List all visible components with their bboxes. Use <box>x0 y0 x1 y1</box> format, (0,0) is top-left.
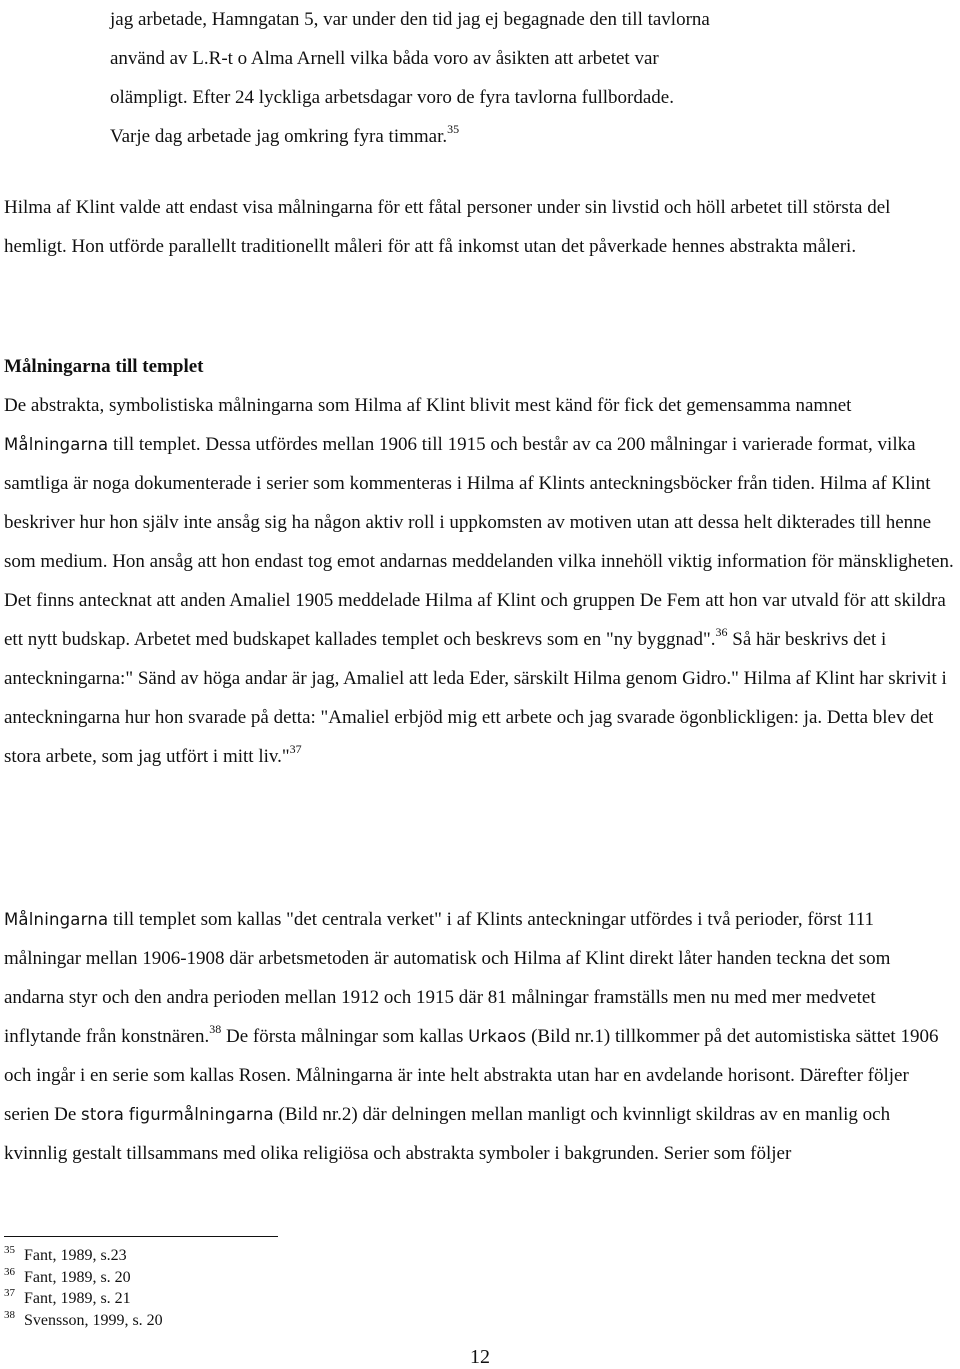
footnote-ref: 35 <box>447 122 460 136</box>
footnote-ref: 36 <box>715 625 728 639</box>
paragraph <box>4 386 954 776</box>
footnote-text: Fant, 1989, s. 20 <box>24 1268 131 1286</box>
footnote-ref: 38 <box>209 1022 222 1036</box>
paragraph <box>4 900 954 1173</box>
footnote-text: Fant, 1989, s. 21 <box>24 1290 131 1307</box>
footnote: $^{36}$ Fant, 1989, s. 20 <box>4 1265 131 1286</box>
footnote: $^{37}$ Fant, 1989, s. 21 <box>4 1287 131 1307</box>
footnote-text: Fant, 1989, s.23 <box>24 1247 127 1264</box>
footnote: $^{38}$ Svensson, 1999, s. 20 <box>4 1308 163 1329</box>
footnotes <box>4 1245 404 1331</box>
quote-line <box>110 117 830 156</box>
footnote-ref: 37 <box>289 742 302 756</box>
page-number: 12 <box>470 1346 490 1368</box>
work-title: Målningarna <box>4 910 109 929</box>
footnote-text: Svensson, 1999, s. 20 <box>24 1311 163 1329</box>
work-title: Målningarna <box>4 435 109 454</box>
quote-line: använd av L.R-t o Alma Arnell vilka båda voro av åsikten att arbetet var <box>110 48 659 69</box>
paragraph-text: (Bild nr.1) tillkommer på det automistiska sättet 1906 och ingår i en serie som kallas Rosen. Målningarna är inte helt abstrakta utan har en avdelande horisont. Därefter följer serien De <box>4 1026 939 1125</box>
work-title: Urkaos <box>468 1027 527 1046</box>
paragraph-text: till templet. Dessa utfördes mellan 1906 till 1915 och består av ca 200 målningar i varierade format, vilka samtliga är noga dokumenterade i serier som kommenteras i Hilma af Klints anteckningsböcker från tiden. Hilma af Klint beskriver hur hon själv inte ansåg sig ha någon aktiv roll i uppkomsten av motiven utan att dessa helt dikterades till henne som medium. Hon ansåg att hon endast tog emot andarnas meddelanden vilka innehöll viktig information för mänskligheten. Det finns antecknat att anden Amaliel 1905 meddelade Hilma af Klint och gruppen De Fem att hon var utvald för att skildra ett nytt budskap. Arbetet med budskapet kallades templet och beskrevs som en "ny byggnad". <box>4 434 954 650</box>
block-quote <box>110 0 830 156</box>
paragraph-text: De abstrakta, symbolistiska målningarna som Hilma af Klint blivit mest känd för fick det gemensamma namnet <box>4 395 852 416</box>
section-heading: Målningarna till templet <box>4 356 204 377</box>
paragraph: Hilma af Klint valde att endast visa målningarna för ett fåtal personer under sin livstid och höll arbetet till största del hemligt. Hon utförde parallellt traditionellt måleri för att få inkomst utan det påverkade hennes abstrakta måleri. <box>4 197 891 257</box>
work-title: figurmålningarna <box>128 1105 274 1124</box>
quote-text: Varje dag arbetade jag omkring fyra timmar. <box>110 126 448 147</box>
paragraph-text: Så här beskrivs det i anteckningarna:" Sänd av höga andar är jag, Amaliel att leda Eder, särskilt Hilma genom Gidro." Hilma af Klint har skrivit i anteckningarna hur hon svarade på detta: "Amaliel erbjöd mig ett arbete och jag svarade ögonblickligen: ja. Detta blev det stora arbete, som jag utfört i mitt liv." <box>4 629 947 767</box>
quote-line: jag arbetade, Hamngatan 5, var under den tid jag ej begagnade den till tavlorna <box>110 9 710 30</box>
quote-line: olämpligt. Efter 24 lyckliga arbetsdagar voro de fyra tavlorna fullbordade. <box>110 87 674 108</box>
paragraph-text: till templet som kallas "det centrala verket" i af Klints anteckningar utfördes i två perioder, först 111 målningar mellan 1906-1908 där arbetsmetoden är automatisk och Hilma af Klint direkt låter handen teckna det som andarna styr och den andra perioden mellan 1912 och 1915 där 81 målningar framställs men nu med mer medvetet inflytande från konstnären. <box>4 909 891 1047</box>
work-title: stora <box>81 1105 125 1124</box>
paragraph-text: (Bild nr.2) där delningen mellan manligt och kvinnligt skildras av en manlig och kvinnlig gestalt tillsammans med olika religiösa och abstrakta symboler i bakgrunden. Serier som följer <box>4 1104 891 1164</box>
footnote-separator <box>4 1236 278 1237</box>
footnote: $^{35}$ Fant, 1989, s.23 <box>4 1244 127 1264</box>
paragraph-text: De första målningar som kallas <box>221 1026 469 1047</box>
